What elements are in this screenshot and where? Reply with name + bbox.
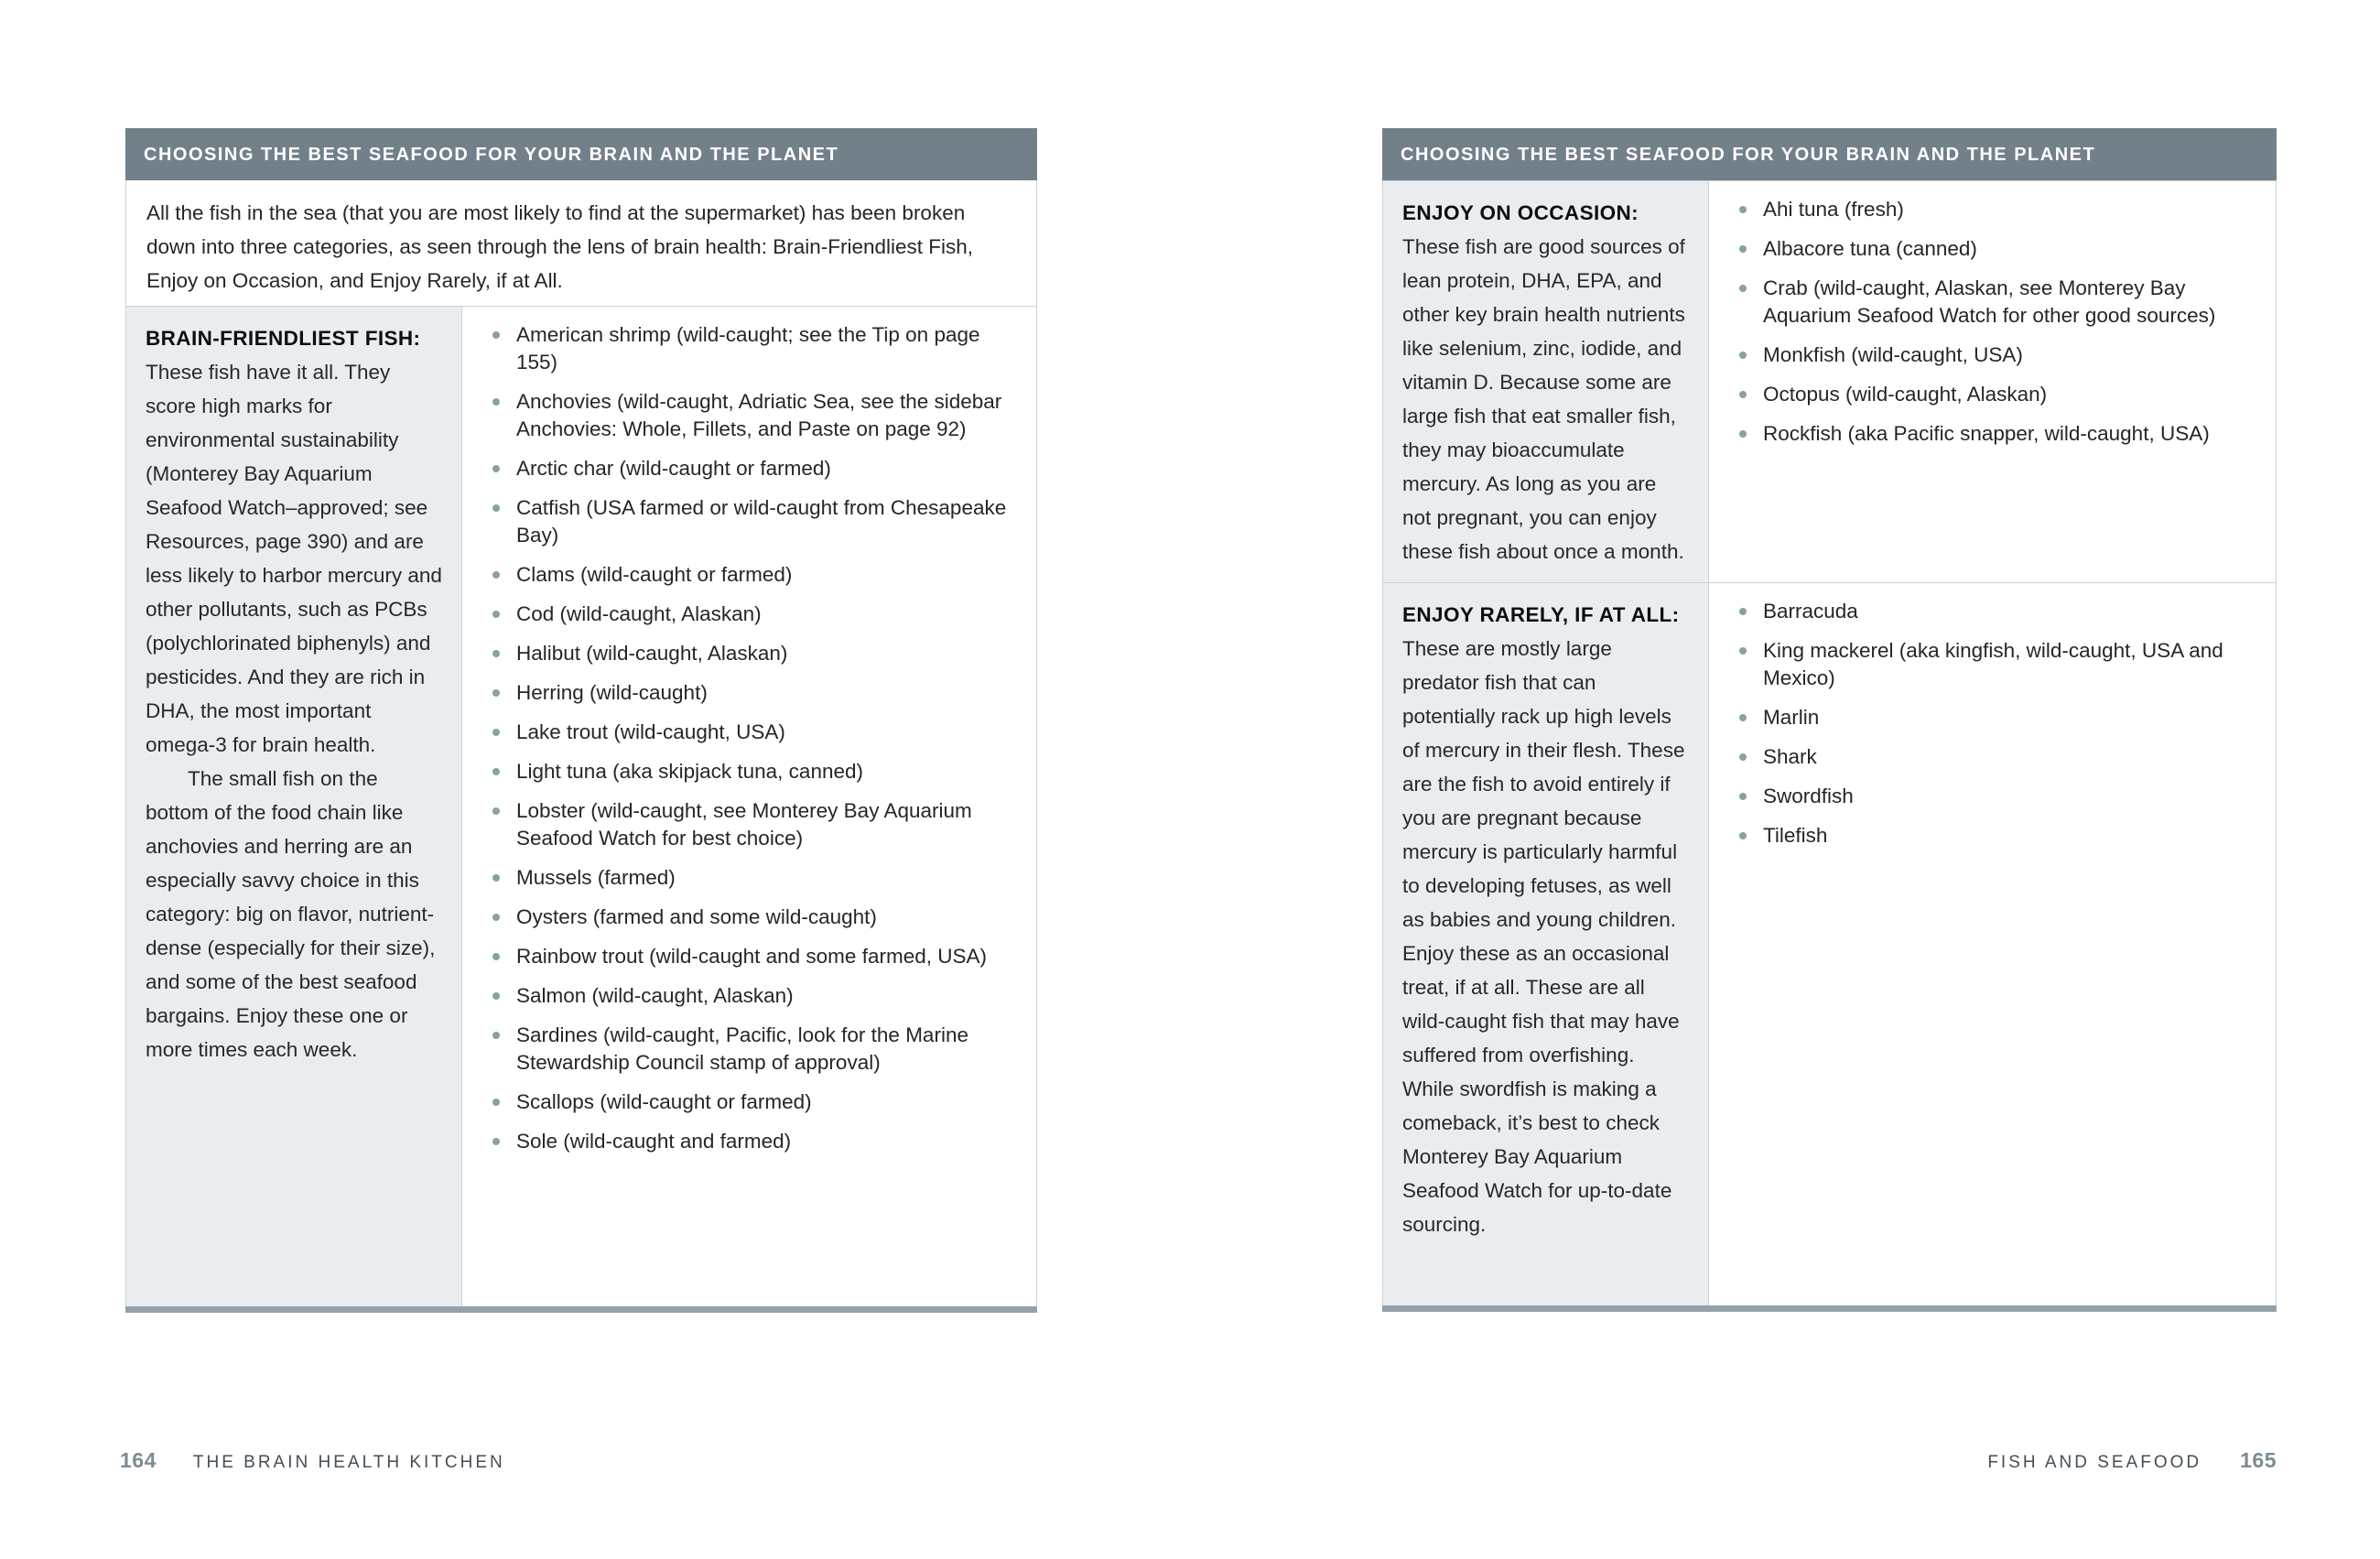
section-text: These are mostly large predator fish that can potentially rack up high levels of mercury in their flesh. These are the fish to avoid entirely if you are pregnant because mercury is particularly harmful to developing fetuses, as well as babies and young children. Enjoy these as an occasional treat, if at all. These are all wild-caught fish that may have suffered from overfishing. While swordfish is making a comeback, it’s best to check Monterey Bay Aquarium Seafood Watch for up-to-date sourcing. — [1402, 637, 1685, 1236]
section-label: ENJOY RARELY, IF AT ALL: — [1402, 603, 1680, 626]
label-paragraph — [1402, 598, 1690, 1241]
list-item: Rockfish (aka Pacific snapper, wild-caught, USA) — [1731, 420, 2252, 448]
list-item: Lobster (wild-caught, see Monterey Bay Aquarium Seafood Watch for best choice) — [484, 797, 1012, 852]
list-item: Scallops (wild-caught or farmed) — [484, 1088, 1012, 1116]
list-item: Clams (wild-caught or farmed) — [484, 561, 1012, 589]
enjoy-rarely-list-cell — [1709, 583, 2276, 1305]
intro-text: All the fish in the sea (that you are most likely to find at the supermarket) has been broken down into three categories, as seen through the lens of brain health: Brain-Friendliest Fish, Enjoy on Occasion, and Enjoy Rarely, if at All. — [146, 201, 974, 292]
list-item: Salmon (wild-caught, Alaskan) — [484, 982, 1012, 1010]
enjoy-on-occasion-row — [1382, 180, 2277, 582]
brain-friendliest-list-cell — [462, 307, 1036, 1306]
table-header-left — [125, 128, 1037, 180]
page-number-left: 164 — [120, 1448, 157, 1472]
list-item: Octopus (wild-caught, Alaskan) — [1731, 381, 2252, 408]
section-label: ENJOY ON OCCASION: — [1402, 201, 1639, 224]
table-header-right — [1382, 128, 2277, 180]
list-item: Tilefish — [1731, 822, 2252, 850]
list-item: Sardines (wild-caught, Pacific, look for the Marine Stewardship Council stamp of approval) — [484, 1022, 1012, 1077]
table-bottom-bar — [125, 1306, 1037, 1313]
enjoy-on-occasion-list-cell — [1709, 181, 2276, 582]
list-item: Sole (wild-caught and farmed) — [484, 1128, 1012, 1155]
list-item: Herring (wild-caught) — [484, 679, 1012, 707]
list-item: American shrimp (wild-caught; see the Tip on page 155) — [484, 321, 1012, 376]
list-item: Shark — [1731, 743, 2252, 771]
list-item: Cod (wild-caught, Alaskan) — [484, 601, 1012, 628]
table-header-title: CHOOSING THE BEST SEAFOOD FOR YOUR BRAIN AND THE PLANET — [1401, 145, 2096, 165]
list-item: Lake trout (wild-caught, USA) — [484, 719, 1012, 746]
fish-list — [1731, 598, 2252, 850]
list-item: Catfish (USA farmed or wild-caught from Chesapeake Bay) — [484, 494, 1012, 549]
list-item: Swordfish — [1731, 783, 2252, 810]
brain-friendliest-label-cell — [126, 307, 462, 1306]
label-paragraph — [146, 321, 443, 762]
table-bottom-bar — [1382, 1305, 2277, 1312]
fish-list — [484, 321, 1012, 1155]
footer-left — [120, 1448, 505, 1473]
page-left-table — [125, 128, 1037, 1313]
book-title-footer: THE BRAIN HEALTH KITCHEN — [192, 1453, 505, 1472]
list-item: Barracuda — [1731, 598, 2252, 625]
section-text: These fish are good sources of lean protein, DHA, EPA, and other key brain health nutrients like selenium, zinc, iodide, and vitamin D. Because some are large fish that eat smaller fish, they may bioaccumulate mercury. As long as you are not pregnant, you can enjoy these fish about once a month. — [1402, 235, 1685, 563]
table-header-title: CHOOSING THE BEST SEAFOOD FOR YOUR BRAIN AND THE PLANET — [144, 145, 839, 165]
enjoy-on-occasion-label-cell — [1383, 181, 1709, 582]
list-item: Halibut (wild-caught, Alaskan) — [484, 640, 1012, 667]
page-number-right: 165 — [2240, 1448, 2277, 1472]
list-item: Rainbow trout (wild-caught and some farmed, USA) — [484, 943, 1012, 970]
section-text: These fish have it all. They score high marks for environmental sustainability (Monterey Bay Aquarium Seafood Watch–approved; see Resources, page 390) and are less likely to harbor mercury and other pollutants, such as PCBs (polychlorinated biphenyls) and pesticides. And they are rich in DHA, the most important omega-3 for brain health. — [146, 361, 442, 756]
chapter-title-footer: FISH AND SEAFOOD — [1987, 1453, 2202, 1472]
list-item: Mussels (farmed) — [484, 864, 1012, 892]
section-text-2: The small fish on the bottom of the food chain like anchovies and herring are an especially savvy choice in this category: big on flavor, nutrient-dense (especially for their size), and some of the best seafood bargains. Enjoy these one or more times each week. — [146, 767, 436, 1061]
list-item: Monkfish (wild-caught, USA) — [1731, 341, 2252, 369]
label-paragraph — [1402, 196, 1690, 568]
list-item: Arctic char (wild-caught or farmed) — [484, 455, 1012, 482]
page-right-table — [1382, 128, 2277, 1312]
list-item: Marlin — [1731, 704, 2252, 731]
fish-list — [1731, 196, 2252, 448]
list-item: Crab (wild-caught, Alaskan, see Monterey Bay Aquarium Seafood Watch for other good sources) — [1731, 275, 2252, 330]
list-item: Light tuna (aka skipjack tuna, canned) — [484, 758, 1012, 785]
section-label: BRAIN-FRIENDLIEST FISH: — [146, 327, 421, 350]
list-item: Oysters (farmed and some wild-caught) — [484, 904, 1012, 931]
list-item: Ahi tuna (fresh) — [1731, 196, 2252, 223]
list-item: Anchovies (wild-caught, Adriatic Sea, see the sidebar Anchovies: Whole, Fillets, and Paste on page 92) — [484, 388, 1012, 443]
enjoy-rarely-label-cell — [1383, 583, 1709, 1305]
list-item: Albacore tuna (canned) — [1731, 235, 2252, 263]
brain-friendliest-row — [125, 306, 1037, 1306]
footer-right — [1987, 1448, 2277, 1473]
intro-row — [125, 180, 1037, 306]
enjoy-rarely-row — [1382, 582, 2277, 1305]
list-item: King mackerel (aka kingfish, wild-caught, USA and Mexico) — [1731, 637, 2252, 692]
